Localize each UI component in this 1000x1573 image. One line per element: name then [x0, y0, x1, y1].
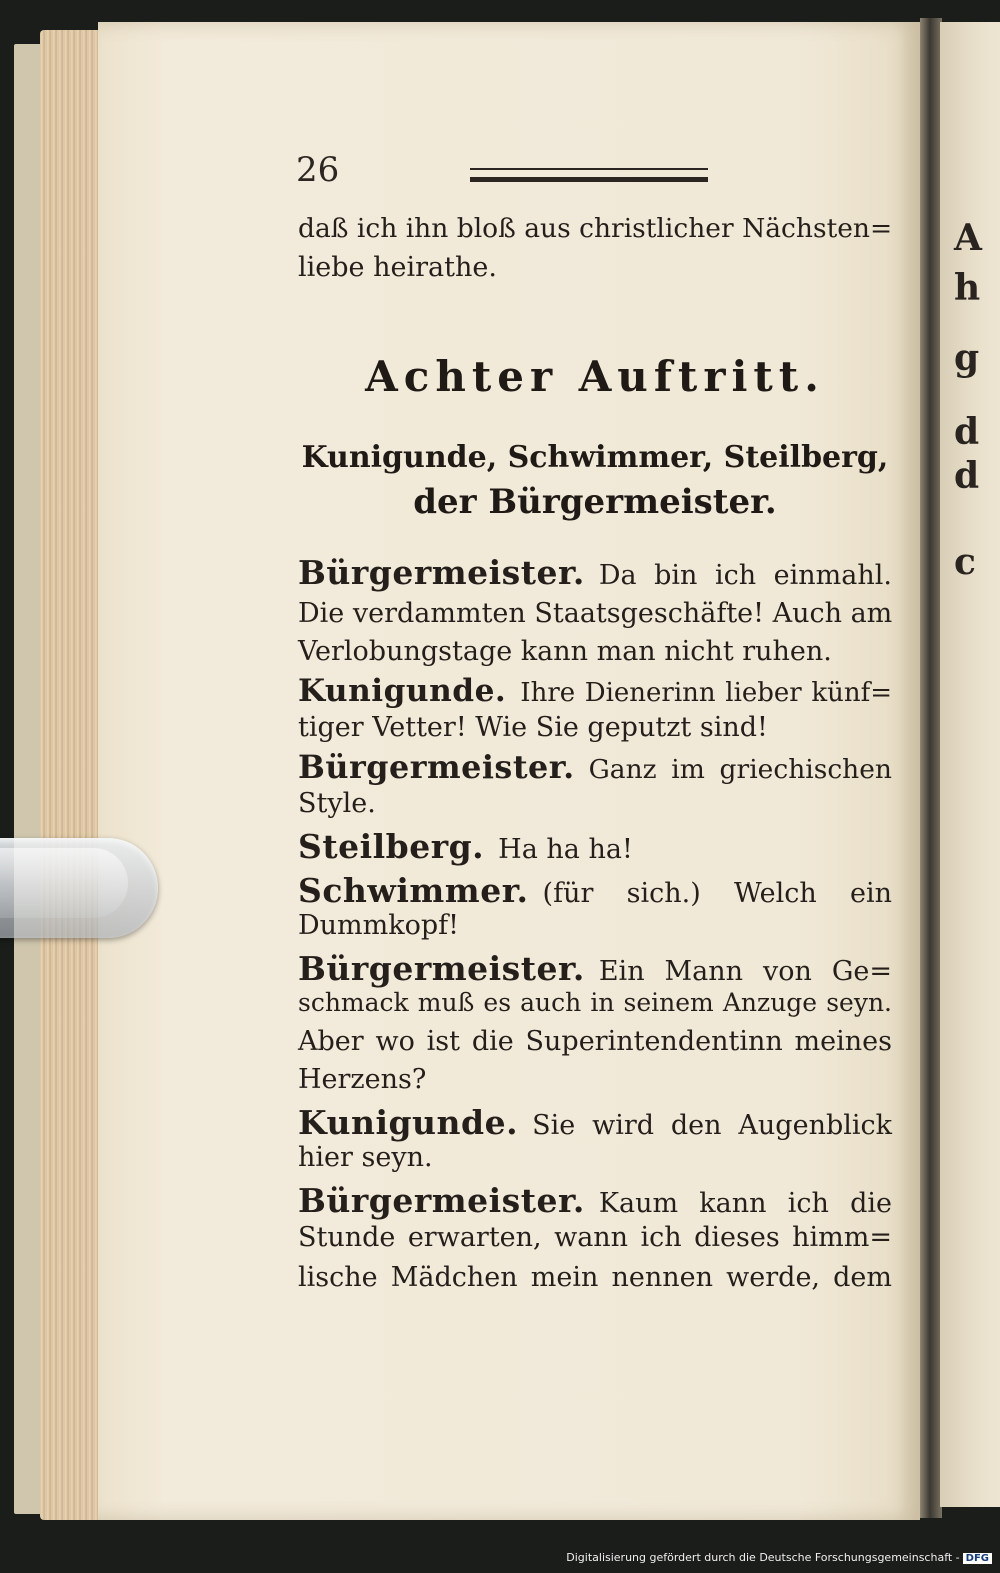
- text-line: hier seyn.: [298, 1142, 433, 1173]
- dialogue-first-line: [298, 949, 892, 988]
- speaker-name: Steilberg.: [298, 827, 485, 866]
- speech-text: Da bin ich einmahl.: [598, 560, 892, 591]
- text-line: daß ich ihn bloß aus christlicher Nächsten=: [298, 213, 893, 244]
- text-line: Aber wo ist die Superintendentinn meines: [298, 1026, 892, 1057]
- text-line: Stunde erwarten, wann ich dieses himm=: [298, 1222, 892, 1253]
- cast-line: der Bürgermeister.: [413, 482, 777, 522]
- text-line: tiger Vetter! Wie Sie geputzt sind!: [298, 712, 768, 743]
- text-line: Herzens?: [298, 1064, 427, 1095]
- text-line: Die verdammten Staatsgeschäfte! Auch am: [298, 598, 893, 629]
- facing-page-fragment: h: [954, 267, 981, 309]
- dialogue-first-line: [298, 749, 892, 786]
- speech-text: Ganz im griechischen: [588, 754, 892, 785]
- dialogue-first-line: [298, 1103, 892, 1142]
- facing-page-fragment: d: [954, 455, 980, 497]
- page-clip: [0, 838, 158, 938]
- cast-line: Kunigunde, Schwimmer, Steilberg,: [301, 440, 889, 475]
- speaker-name: Schwimmer.: [298, 871, 529, 910]
- dialogue-first-line: [298, 827, 892, 866]
- speech-text: Ha ha ha!: [498, 834, 633, 865]
- speech-text: Kaum kann ich die: [598, 1188, 892, 1219]
- facing-page-fragment: g: [954, 337, 980, 379]
- speaker-name: Kunigunde.: [298, 673, 507, 709]
- speaker-name: Bürgermeister.: [298, 1181, 585, 1220]
- text-line: schmack muß es auch in seinem Anzuge seyn.: [298, 988, 892, 1017]
- speech-text: Ihre Dienerinn lieber künf=: [520, 678, 892, 708]
- book-gutter: [920, 18, 942, 1518]
- speaker-name: Bürgermeister.: [298, 949, 585, 988]
- speaker-name: Bürgermeister.: [298, 553, 585, 592]
- header-rule: [470, 168, 708, 182]
- dialogue-first-line: [298, 1181, 892, 1220]
- dialogue-first-line: [298, 673, 892, 709]
- credit-text: Digitalisierung gefördert durch die Deutsche Forschungsgemeinschaft -: [566, 1551, 960, 1564]
- page-number: 26: [296, 150, 340, 190]
- text-line: Dummkopf!: [298, 910, 459, 941]
- speaker-name: Kunigunde.: [298, 1103, 519, 1142]
- clip-highlight: [0, 848, 128, 918]
- dialogue-first-line: [298, 871, 892, 910]
- text-line: Style.: [298, 788, 376, 819]
- speech-text: Ein Mann von Ge=: [598, 956, 892, 987]
- dialogue-first-line: [298, 553, 892, 592]
- scene-title: Achter Auftritt.: [365, 352, 825, 401]
- speech-text: (für sich.) Welch ein: [542, 878, 892, 909]
- dfg-logo: DFG: [963, 1553, 992, 1564]
- facing-page: [940, 22, 1000, 1507]
- digitization-credit: [566, 1551, 992, 1564]
- text-line: liebe heirathe.: [298, 252, 497, 283]
- text-line: lische Mädchen mein nennen werde, dem: [298, 1262, 892, 1293]
- text-line: Verlobungstage kann man nicht ruhen.: [298, 636, 832, 667]
- facing-page-fragment: c: [954, 541, 976, 583]
- speaker-name: Bürgermeister.: [298, 749, 575, 786]
- facing-page-fragment: A: [954, 217, 982, 259]
- speech-text: Sie wird den Augenblick: [532, 1110, 892, 1141]
- facing-page-fragment: d: [954, 411, 980, 453]
